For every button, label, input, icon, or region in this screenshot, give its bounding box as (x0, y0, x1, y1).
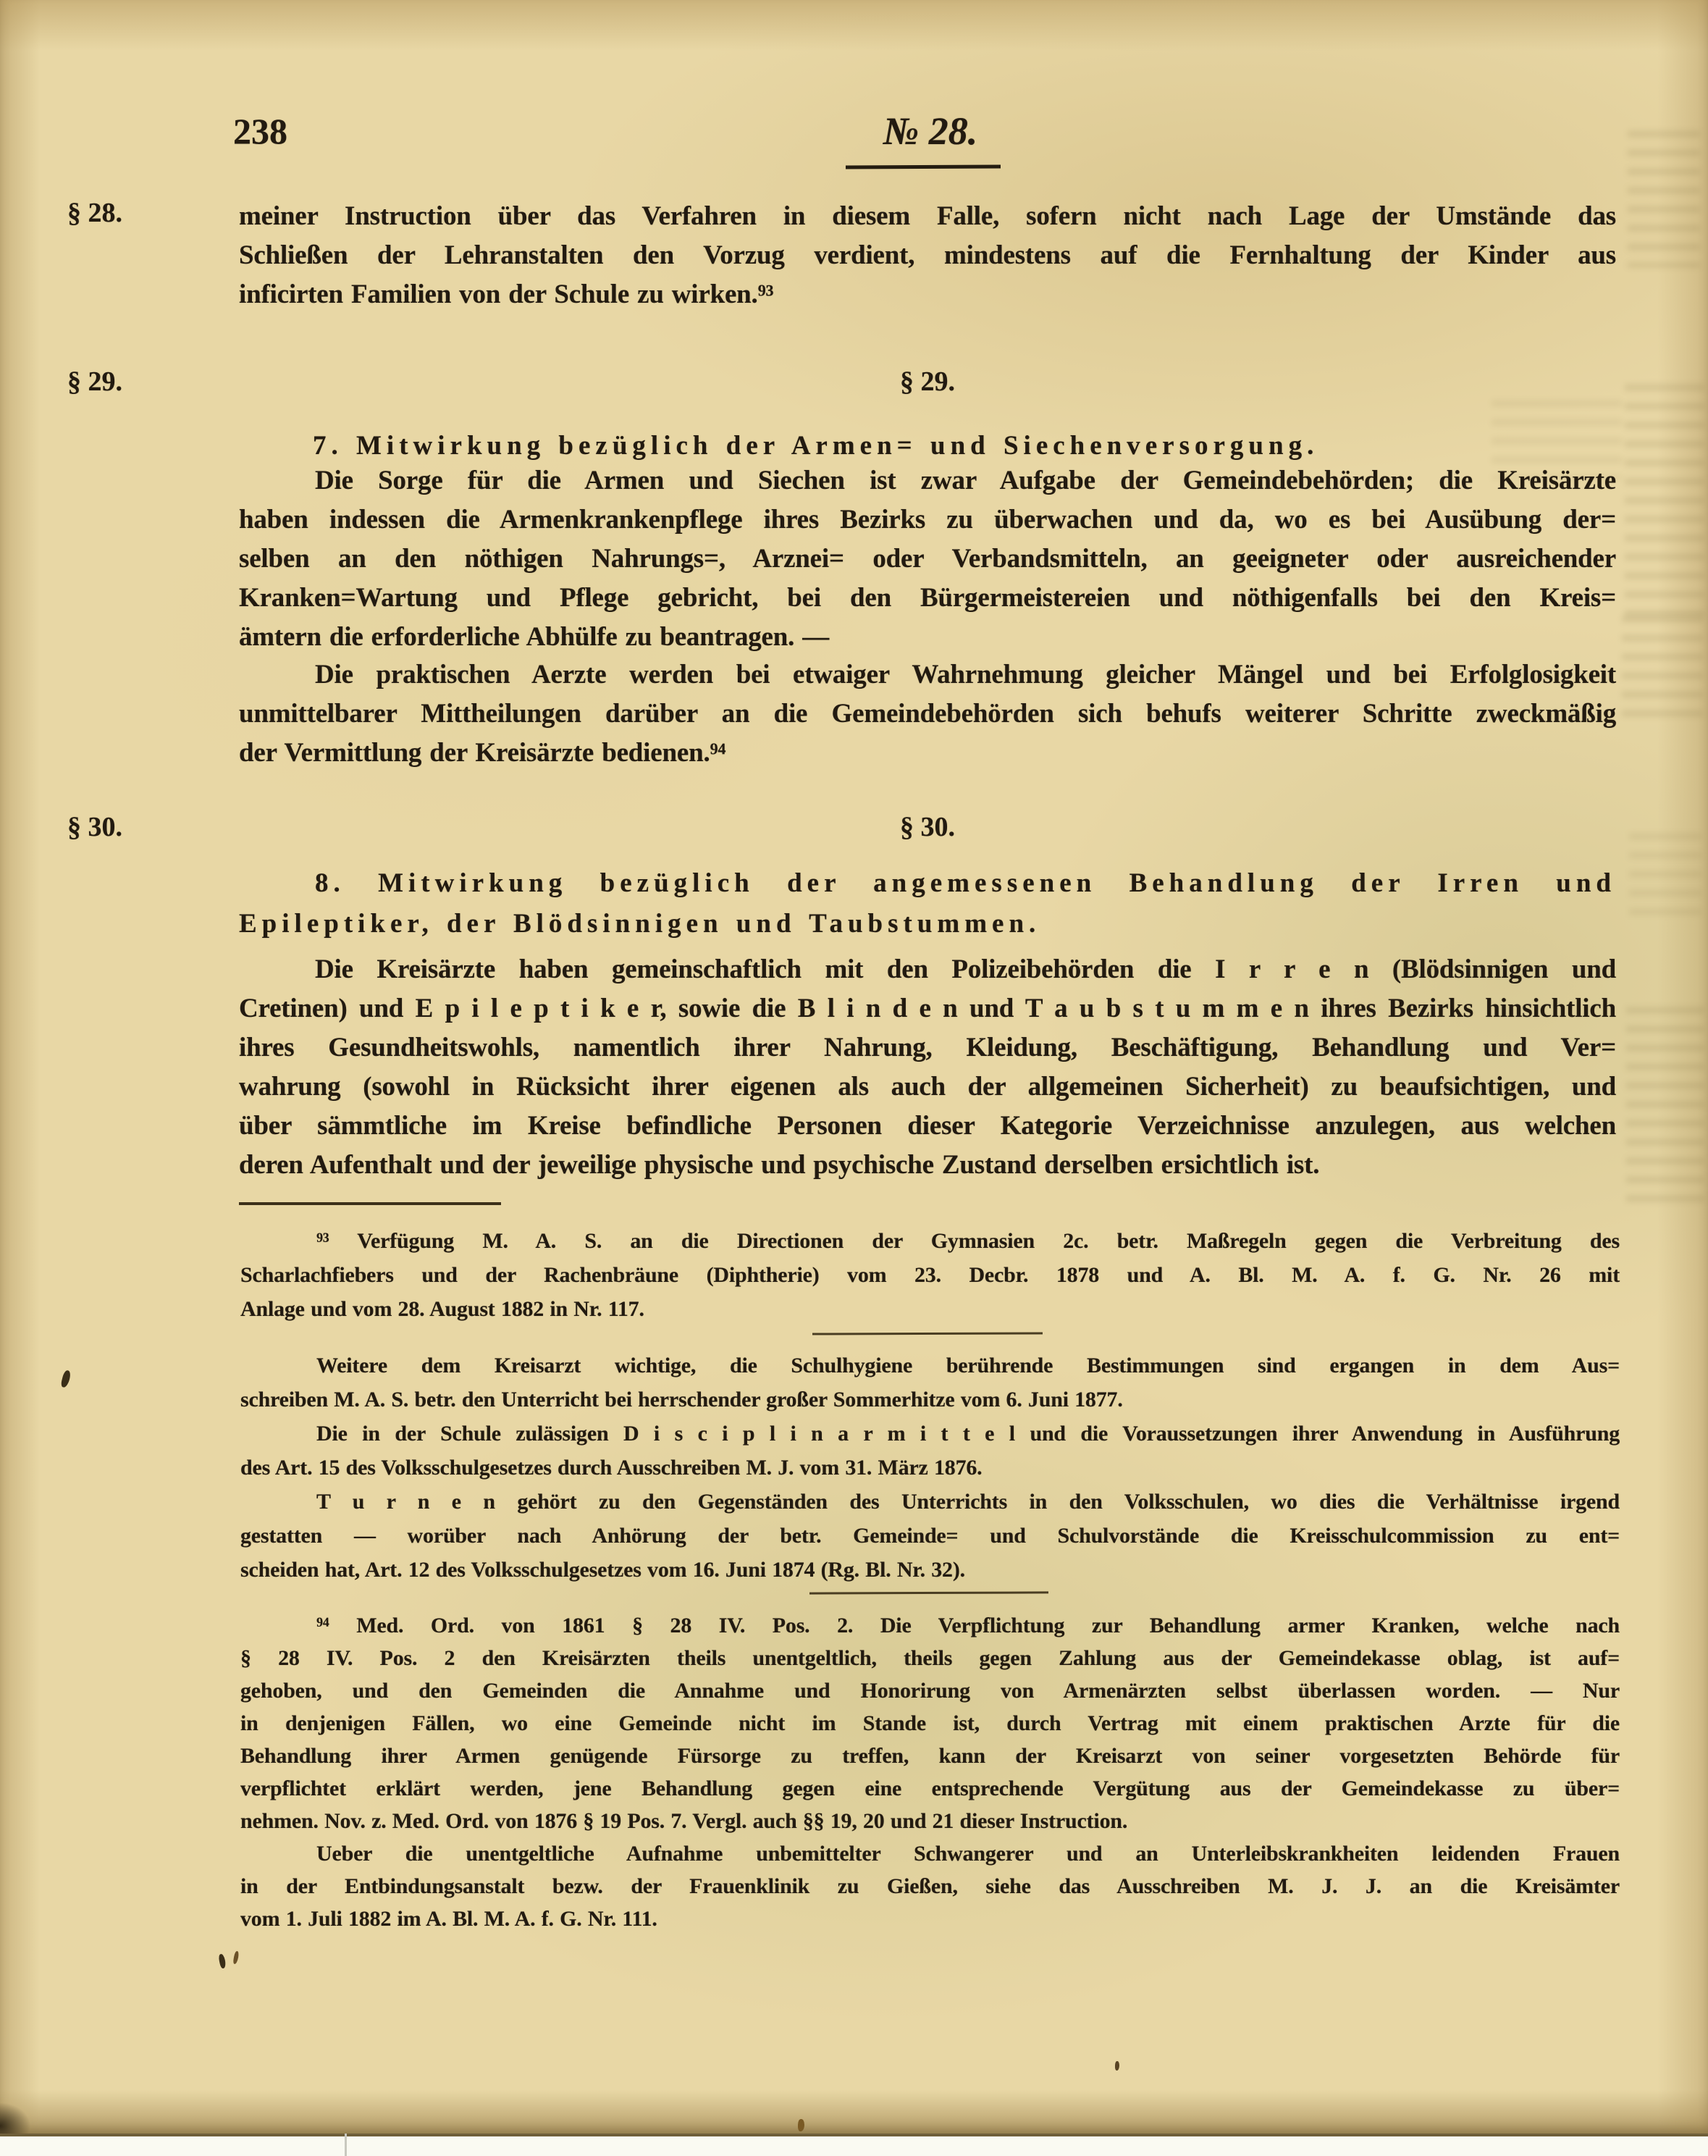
text-line: der Vermittlung der Kreisärzte bedienen.⁹⁴ (239, 738, 726, 768)
text-line: Die praktischen Aerzte werden bei etwaiger Wahrnehmung gleicher Mängel und bei Erfolglosigkeit (315, 660, 1616, 689)
text-line: selben an den nöthigen Nahrungs=, Arznei= oder Verbandsmitteln, an geeigneter oder ausreichender (239, 544, 1616, 574)
ink-bleed-ghost (1622, 616, 1703, 724)
text-line: haben indessen die Armenkrankenpflege ihres Bezirks zu überwachen und da, wo es bei Ausübung der= (239, 505, 1616, 534)
footnote-line: Ueber die unentgeltliche Aufnahme unbemittelter Schwangerer und an Unterleibskrankheiten leidenden Frauen (316, 1842, 1620, 1866)
text-line: Schließen der Lehranstalten den Vorzug verdient, mindestens auf die Fernhaltung der Kinder aus (239, 240, 1616, 270)
footnote-line: gehoben, und den Gemeinden die Annahme und Honorirung von Armenärzten selbst überlassen worden. — Nur (240, 1679, 1620, 1703)
page-corner-shadow (0, 2083, 48, 2134)
section-30-label: § 30. (900, 812, 955, 842)
footnote-line: § 28 IV. Pos. 2 den Kreisärzten theils unentgeltlich, theils gegen Zahlung aus der Gemeindekasse oblag, ist auf= (240, 1646, 1620, 1670)
section-29-label: § 29. (900, 366, 955, 397)
footnote-93-continued (240, 1348, 1620, 1587)
text-line: über sämmtliche im Kreise befindliche Personen dieser Kategorie Verzeichnisse anzulegen, aus welchen (239, 1111, 1616, 1141)
section-29-paragraph-1 (239, 461, 1616, 657)
ink-bleed-ghost (1626, 1007, 1704, 1209)
page-number: 238 (233, 111, 287, 151)
text-line: deren Aufenthalt und der jeweilige physische und psychische Zustand derselben ersichtlich ist. (239, 1150, 1320, 1180)
footnote-line: in der Entbindungsanstalt bezw. der Frauenklinik zu Gießen, siehe das Ausschreiben M. J. J. an die Kreisämter (240, 1874, 1620, 1898)
text-line: meiner Instruction über das Verfahren in diesem Falle, sofern nicht nach Lage der Umstände das (239, 201, 1616, 231)
ink-bleed-ghost (1629, 833, 1701, 920)
ink-bleed-ghost (1625, 384, 1704, 623)
footnote-line: verpflichtet erklärt werden, jene Behandlung gegen eine entsprechende Vergütung aus der Gemeindekasse zu über= (240, 1777, 1620, 1800)
heading-line: 8. Mitwirkung bezüglich der angemessenen Behandlung der Irren und (315, 868, 1616, 898)
section-29-paragraph-2 (239, 655, 1616, 773)
margin-label-s28: § 28. (67, 198, 122, 228)
footnote-line: scheiden hat, Art. 12 des Volksschulgesetzes vom 16. Juni 1874 (Rg. Bl. Nr. 32). (240, 1558, 965, 1582)
footnote-line: gestatten — worüber nach Anhörung der betr. Gemeinde= und Schulvorstände die Kreisschulcommission zu ent= (240, 1524, 1620, 1548)
footnote-line: T u r n e n gehört zu den Gegenständen des Unterrichts in den Volksschulen, wo dies die Verhältnisse irgend (316, 1490, 1620, 1514)
footnote-line: Scharlachfiebers und der Rachenbräune (Diphtherie) vom 23. Decbr. 1878 und A. Bl. M. A. f. G. Nr. 26 mit (240, 1263, 1620, 1287)
margin-label-s30: § 30. (67, 812, 122, 842)
margin-label-s29: § 29. (67, 366, 122, 397)
text-line: ämtern die erforderliche Abhülfe zu beantragen. — (239, 622, 830, 652)
text-line: Kranken=Wartung und Pflege gebricht, bei den Bürgermeistereien und nöthigenfalls bei den Kreis= (239, 583, 1616, 613)
section-28-paragraph (239, 197, 1616, 314)
footnote-line: des Art. 15 des Volksschulgesetzes durch Ausschreiben M. J. vom 31. März 1876. (240, 1456, 983, 1480)
scanner-artifact (345, 2134, 347, 2156)
footnote-line: schreiben M. A. S. betr. den Unterricht bei herrschender großer Sommerhitze vom 6. Juni 1877. (240, 1388, 1123, 1412)
text-line: Die Kreisärzte haben gemeinschaftlich mit den Polizeibehörden die I r r e n (Blödsinnigen und (315, 955, 1616, 984)
text-line: unmittelbarer Mittheilungen darüber an die Gemeindebehörden sich behufs weiterer Schritte zweckmäßig (239, 699, 1616, 729)
ink-bleed-ghost (1628, 130, 1700, 268)
section-30-heading (239, 863, 1616, 944)
footnote-line: nehmen. Nov. z. Med. Ord. von 1876 § 19 Pos. 7. Vergl. auch §§ 19, 20 und 21 dieser Instruction. (240, 1809, 1128, 1833)
footnote-line: Die in der Schule zulässigen D i s c i p l i n a r m i t t e l und die Voraussetzungen ihrer Anwendung in Ausführung (316, 1422, 1620, 1446)
text-line: wahrung (sowohl in Rücksicht ihrer eigenen als auch der allgemeinen Sicherheit) zu beaufsichtigen, und (239, 1072, 1616, 1102)
footnote-line: Anlage und vom 28. August 1882 in Nr. 117. (240, 1297, 644, 1321)
footnote-94 (240, 1609, 1620, 1935)
footnote-line: ⁹⁴ Med. Ord. von 1861 § 28 IV. Pos. 2. Die Verpflichtung zur Behandlung armer Kranken, welche nach (316, 1614, 1620, 1637)
footnote-93 (240, 1224, 1620, 1326)
footnote-line: vom 1. Juli 1882 im A. Bl. M. A. f. G. Nr. 111. (240, 1907, 657, 1931)
text-line: ihres Gesundheitswohls, namentlich ihrer Nahrung, Kleidung, Beschäftigung, Behandlung und Ver= (239, 1033, 1616, 1062)
heading-line: Epileptiker, der Blödsinnigen und Taubstummen. (239, 909, 1041, 939)
footnote-line: in denjenigen Fällen, wo eine Gemeinde nicht im Stande ist, durch Vertrag mit einem praktischen Arzte für die (240, 1711, 1620, 1735)
footnote-line: ⁹³ Verfügung M. A. S. an die Directionen der Gymnasien 2c. betr. Maßregeln gegen die Verbreitung des (316, 1229, 1620, 1253)
section-30-paragraph (239, 950, 1616, 1185)
footnote-line: Behandlung ihrer Armen genügende Fürsorge zu treffen, kann der Kreisarzt von seiner vorgesetzten Behörde für (240, 1744, 1620, 1768)
footnote-line: Weitere dem Kreisarzt wichtige, die Schulhygiene berührende Bestimmungen sind ergangen in dem Aus= (316, 1354, 1620, 1377)
text-line: Die Sorge für die Armen und Siechen ist zwar Aufgabe der Gemeindebehörden; die Kreisärzte (315, 466, 1616, 495)
text-line: inficirten Familien von der Schule zu wirken.⁹³ (239, 280, 774, 309)
issue-number: № 28. (883, 109, 978, 153)
section-29-heading: 7. Mitwirkung bezüglich der Armen= und Siechenversorgung. (313, 431, 1319, 461)
footnote-separator-rule (239, 1202, 501, 1205)
text-line: Cretinen) und E p i l e p t i k e r, sowie die B l i n d e n und T a u b s t u m m e n ihres Bezirks hinsichtlich (239, 994, 1616, 1023)
